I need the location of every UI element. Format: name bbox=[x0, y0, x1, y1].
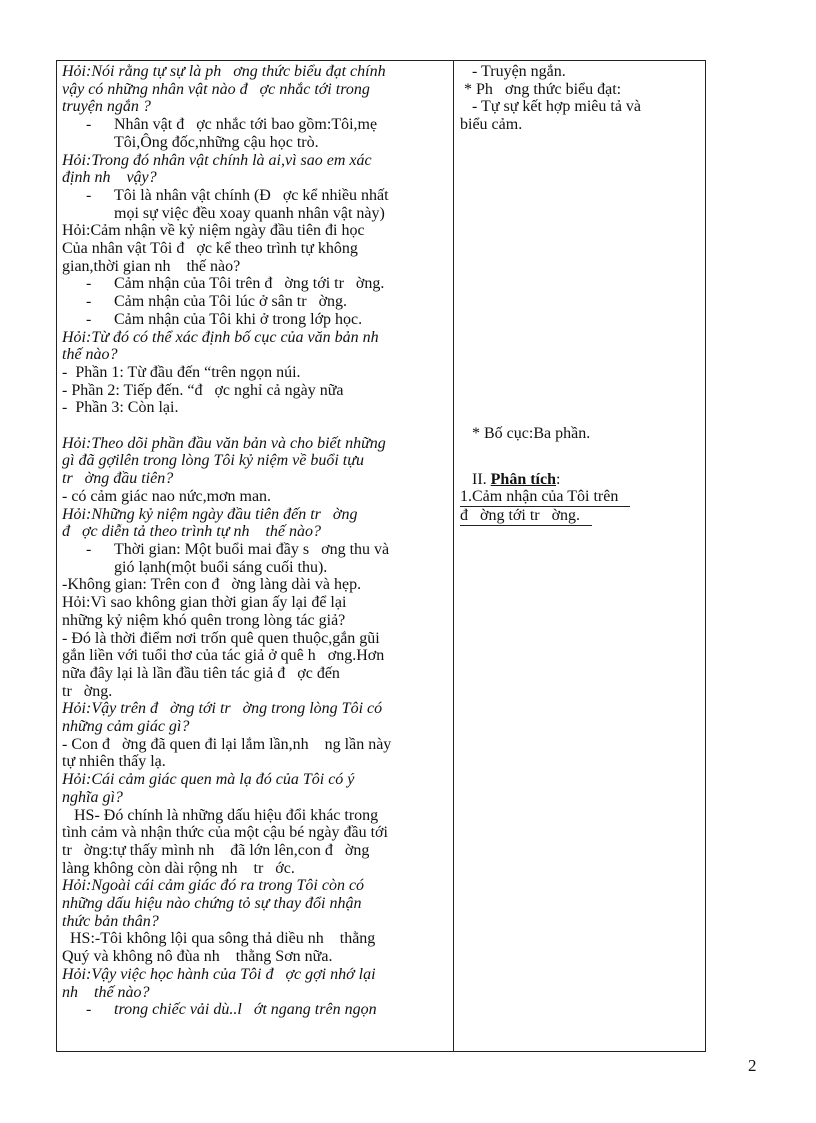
text-line: gì đã gợilên trong lòng Tôi kỷ niệm về buổi tựu bbox=[62, 452, 364, 470]
genre-line: - Truyện ngắn. bbox=[460, 63, 566, 80]
text-line: - Cảm nhận của Tôi trên đ ờng tới tr ờng. bbox=[62, 275, 450, 293]
text-line: tr ờng đầu tiên? bbox=[62, 470, 174, 488]
text-line: - Con đ ờng đã quen đi lại lắm lần,nh ng lần này bbox=[62, 735, 392, 753]
right-column bbox=[460, 63, 700, 526]
text-line: Hỏi:Trong đó nhân vật chính là ai,vì sao em xác bbox=[62, 151, 372, 169]
lesson-table bbox=[56, 60, 706, 1052]
text-line: Hỏi:Theo dõi phần đầu văn bản và cho biết những bbox=[62, 434, 386, 452]
text-line: làng không còn dài rộng nh tr ớc. bbox=[62, 859, 295, 877]
text-line: những cảm giác gì? bbox=[62, 718, 190, 736]
text-line: gió lạnh(một buổi sáng cuối thu). bbox=[114, 558, 328, 576]
text-line: mọi sự việc đều xoay quanh nhân vật này) bbox=[114, 204, 385, 222]
text-line: đ ợc diễn tả theo trình tự nh thế nào? bbox=[62, 523, 322, 541]
text-line: thức bản thân? bbox=[62, 912, 159, 930]
method-heading: * Ph ơng thức biểu đạt: bbox=[460, 80, 622, 98]
text-line: tự nhiên thấy lạ. bbox=[62, 753, 166, 771]
left-column bbox=[62, 63, 450, 1051]
text-line: -Không gian: Trên con đ ờng làng dài và hẹp. bbox=[62, 576, 362, 594]
text-line: - Thời gian: Một buổi mai đầy s ơng thu và bbox=[62, 541, 450, 559]
text-line: HS:-Tôi không lội qua sông thả diều nh thằng bbox=[62, 930, 376, 948]
text-line: Hỏi:Cái cảm giác quen mà lạ đó của Tôi có ý bbox=[62, 771, 355, 789]
text-line: những kỷ niệm khó quên trong lòng tác giả? bbox=[62, 611, 346, 629]
text-line: tr ờng:tự thấy mình nh đã lớn lên,con đ ờng bbox=[62, 841, 370, 859]
text-line: Hỏi:Nói rằng tự sự là ph ơng thức biểu đạt chính bbox=[62, 63, 386, 80]
text-line: gắn liền với tuổi thơ của tác giả ở quê h ơng.Hơn bbox=[62, 647, 385, 665]
method-line-2: biểu cảm. bbox=[460, 116, 523, 134]
text-line: - Tôi là nhân vật chính (Đ ợc kể nhiều nhất bbox=[62, 187, 450, 205]
page-number: 2 bbox=[748, 1056, 757, 1075]
text-line: - Phần 3: Còn lại. bbox=[62, 399, 179, 417]
text-line: gian,thời gian nh thế nào? bbox=[62, 257, 241, 275]
text-line bbox=[62, 417, 450, 435]
text-line: truyện ngắn ? bbox=[62, 98, 151, 116]
section-number: II. bbox=[460, 470, 491, 488]
text-line: Hỏi:Vậy việc học hành của Tôi đ ợc gợi nhớ lại bbox=[62, 965, 376, 983]
text-line: Hỏi:Từ đó có thể xác định bố cục của văn bản nh bbox=[62, 328, 379, 346]
text-line: - có cảm giác nao nức,mơn man. bbox=[62, 487, 272, 505]
text-line: - trong chiếc vải dù..l ớt ngang trên ngọn bbox=[62, 1001, 450, 1019]
text-line: - Phần 1: Từ đầu đến “trên ngọn núi. bbox=[62, 363, 301, 381]
text-line: định nh vậy? bbox=[62, 169, 157, 187]
column-divider bbox=[453, 61, 454, 1051]
text-line: - Cảm nhận của Tôi lúc ở sân tr ờng. bbox=[62, 293, 450, 311]
text-line: những dấu hiệu nào chứng tỏ sự thay đổi nhận bbox=[62, 895, 362, 913]
text-line: tình cảm và nhận thức của một cậu bé ngày đầu tới bbox=[62, 824, 388, 842]
text-line: Quý và không nô đùa nh thằng Sơn nữa. bbox=[62, 948, 333, 966]
text-line: Hỏi:Ngoài cái cảm giác đó ra trong Tôi còn có bbox=[62, 877, 365, 895]
text-line: - Phần 2: Tiếp đến. “đ ợc nghỉ cả ngày nữa bbox=[62, 381, 344, 399]
subsection-line-1: 1.Cảm nhận của Tôi trên bbox=[460, 488, 630, 507]
text-line: Tôi,Ông đốc,những cậu học trò. bbox=[114, 133, 319, 151]
text-line: vậy có những nhân vật nào đ ợc nhắc tới trong bbox=[62, 80, 370, 98]
text-line: HS- Đó chính là những dấu hiệu đổi khác trong bbox=[62, 806, 379, 824]
text-line: nh thế nào? bbox=[62, 983, 150, 1001]
text-line: nghĩa gì? bbox=[62, 788, 123, 806]
text-line: Hỏi:Cảm nhận về kỷ niệm ngày đầu tiên đi học bbox=[62, 222, 365, 240]
text-line: - Nhân vật đ ợc nhắc tới bao gồm:Tôi,mẹ bbox=[62, 116, 450, 134]
text-line: thế nào? bbox=[62, 346, 118, 364]
text-line: Của nhân vật Tôi đ ợc kể theo trình tự không bbox=[62, 240, 358, 258]
section-heading bbox=[460, 471, 700, 489]
structure-line: * Bố cục:Ba phần. bbox=[460, 424, 591, 442]
text-line: Hỏi:Vậy trên đ ờng tới tr ờng trong lòng Tôi có bbox=[62, 700, 383, 718]
text-line: - Cảm nhận của Tôi khi ở trong lớp học. bbox=[62, 311, 450, 329]
method-line-1: - Tự sự kết hợp miêu tả và bbox=[460, 98, 642, 116]
section-title: Phân tích bbox=[490, 470, 556, 488]
text-line: Hỏi:Vì sao không gian thời gian ấy lại để lại bbox=[62, 594, 347, 612]
text-line: - Đó là thời điểm nơi trốn quê quen thuộc,gắn gũi bbox=[62, 629, 380, 647]
subsection-line-2: đ ờng tới tr ờng. bbox=[460, 507, 592, 526]
text-line: tr ờng. bbox=[62, 682, 113, 700]
text-line: nữa đây lại là lần đầu tiên tác giả đ ợc đến bbox=[62, 664, 340, 682]
section-colon: : bbox=[556, 470, 561, 488]
text-line: Hỏi:Những kỷ niệm ngày đầu tiên đến tr ờng bbox=[62, 505, 358, 523]
